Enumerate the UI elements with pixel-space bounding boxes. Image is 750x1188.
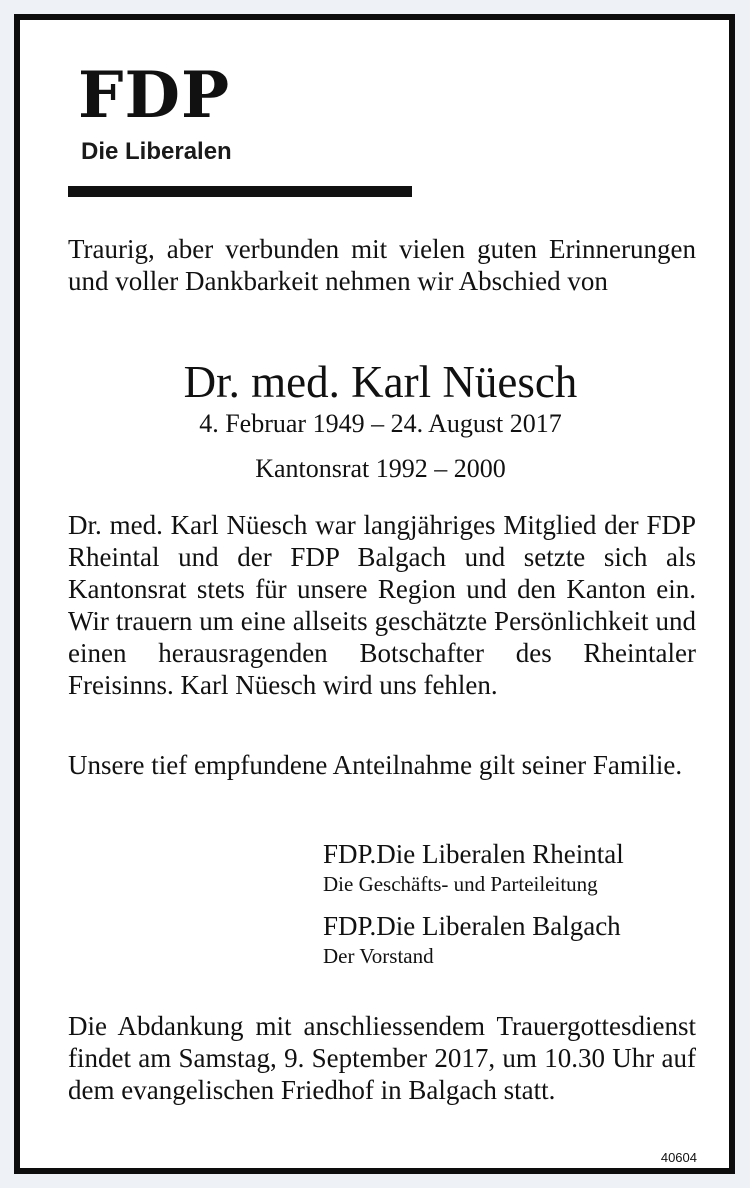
signature-org: FDP.Die Liberalen Rheintal — [323, 839, 624, 869]
reference-number: 40604 — [660, 1150, 697, 1165]
logo-underline-bar — [68, 186, 412, 197]
logo-wordmark: FDP — [78, 58, 231, 133]
obituary-notice — [14, 14, 735, 1174]
funeral-details: Die Abdankung mit anschliessendem Trauergottesdienst findet am Samstag, 9. September 2017, um 10.30 Uhr auf dem evangelischen Friedhof in Balgach statt. — [68, 1011, 696, 1105]
signature-balgach — [323, 910, 621, 970]
signature-rheintal — [323, 838, 624, 898]
signature-role: Die Geschäfts- und Parteileitung — [323, 872, 598, 896]
tribute-paragraph: Dr. med. Karl Nüesch war langjähriges Mitglied der FDP Rheintal und der FDP Balgach und setzte sich als Kantonsrat stets für unsere Region und den Kanton ein. Wir trauern um eine allseits geschätzte Persönlichkeit und einen herausragenden Botschafter des Rheintaler Freisinns. Karl Nüesch wird uns fehlen. — [68, 510, 696, 700]
signature-org: FDP.Die Liberalen Balgach — [323, 911, 621, 941]
life-dates: 4. Februar 1949 – 24. August 2017 — [199, 409, 562, 438]
deceased-name: Dr. med. Karl Nüesch — [183, 357, 578, 407]
fdp-logo — [78, 58, 232, 166]
logo-tagline: Die Liberalen — [81, 138, 232, 165]
office-held: Kantonsrat 1992 – 2000 — [255, 454, 506, 483]
condolence-paragraph: Unsere tief empfundene Anteilnahme gilt seiner Familie. — [68, 750, 683, 780]
signature-role: Der Vorstand — [323, 944, 434, 968]
intro-text: Traurig, aber verbunden mit vielen guten Erinnerungen und voller Dankbarkeit nehmen wir Abschied von — [68, 234, 696, 296]
